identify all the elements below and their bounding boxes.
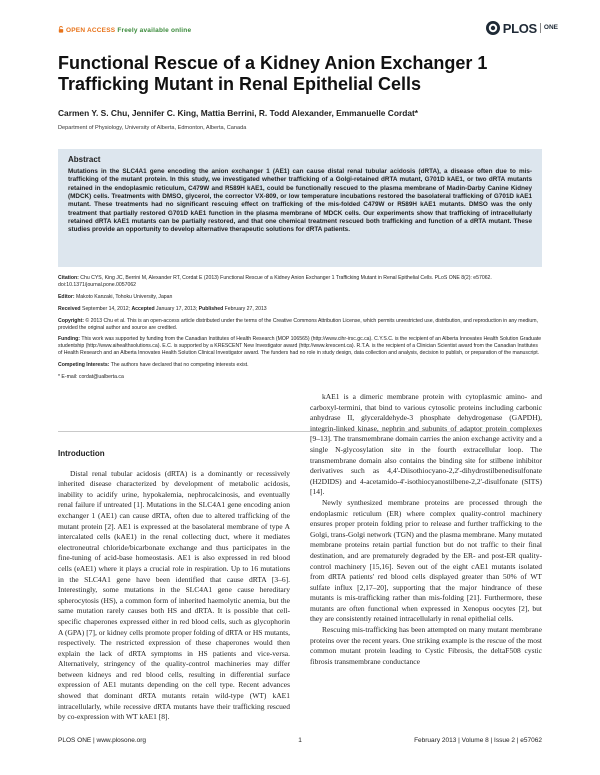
citation: Citation: Chu CYS, King JC, Berrini M, Alexander RT, Cordat E (2013) Functional Rescue of a Kidney Anion Exchanger 1 Trafficking Mutant in Renal Epithelial Cells. PLoS ONE 8(2): e57062. doi:10.1371/journal.pone.0057062 [58,275,492,288]
article-metadata [58,275,542,386]
abstract-text: Mutations in the SLC4A1 gene encoding the anion exchanger 1 (AE1) can cause distal renal tubular acidosis (dRTA), a disease often due to mis-trafficking of the mutant protein. In this study, we investigated whether trafficking of a Golgi-retained dRTA mutant, G701D kAE1, or two dRTA mutants retained in the endoplasmic reticulum, C479W and R589H kAE1, could be functionally rescued to the plasma membrane of Madin-Darby Canine Kidney (MDCK) cells. Treatments with DMSO, glycerol, the corrector VX-809, or low temperature incubations restored the basolateral trafficking of G701D kAE1 mutant. These treatments had no significant rescuing effect on trafficking of the mis-folded C479W or R589H kAE1 mutants. DMSO was the only treatment that partially restored G701D kAE1 function in the plasma membrane of MDCK cells. Our experiments show that trafficking of intracellularly retained dRTA kAE1 mutants can be partially restored, and that one chemical treatment rescued both trafficking and function of a dRTA mutant. These studies provide an opportunity to develop alternative therapeutic solutions for dRTA patients. [68,168,532,234]
journal-logo [485,20,558,36]
body-paragraph: kAE1 is a dimeric membrane protein with cytoplasmic amino- and carboxyl-termini, that bind to various cytosolic proteins including carbonic anhydrase II, glyceraldehyde-3 phosphate dehydrogenase (GAPDH), integrin-linked kinase, nephrin and subunits of adaptor protein complexes [9–13]. The transmembrane domain carries the anion exchange activity and a single N-glycosylation site in the fourth extracellular loop. The transmembrane domain also contains the binding site for stilbene inhibitor derivatives such as 4,4'-Diisothiocyano-2,2'-dihydrostilbenedisulfonate (H2DIDS) and 4-acetamido-4'-isothiocyanostilbene-2,2'-disulfonate (SITS) [14]. [310,392,542,497]
open-label: OPEN [66,27,86,34]
footer-journal: PLOS ONE | www.plosone.org [58,737,147,744]
corresponding-email: * E-mail: cordat@ualberta.ca [58,374,124,381]
page-number: 1 [298,737,302,744]
affiliation: Department of Physiology, University of Alberta, Edmonton, Alberta, Canada [58,125,247,131]
free-online-label: Freely available online [117,27,192,34]
body-column-right [310,392,542,667]
body-paragraph: Newly synthesized membrane proteins are processed through the endoplasmic reticulum (ER) where complex quality-control machinery ensures proper protein folding prior to release and further trafficking to the Golgi, trans-Golgi network (TGN) and the plasma membrane. Many mutated membrane proteins retain partial function but do not traffic to their final destination, and are prematurely degraded by the ER- and post-ER quality-control machinery [15,16]. Seven out of the eight cAE1 mutants isolated from dRTA patients' red blood cells displayed greater than 50% of WT sulfate influx [2,17–20], supporting that the major hindrance of these mutants is mis-trafficking rather than mis-folding [21]. Furthermore, these mutants are often functional when expressed in Xenopus oocytes [2], but they are consistently retained intracellularly in renal epithelial cells. [310,497,542,624]
access-label: ACCESS [87,27,116,34]
article-title: Functional Rescue of a Kidney Anion Exchanger 1 Trafficking Mutant in Renal Epithelial Cells [58,53,488,94]
journal-name: PLOS [502,20,537,36]
funding: Funding: This work was supported by funding from the Canadian Institutes of Health Research (MOP 106565) (http://www.cihr-irsc.gc.ca). C.Y.S.C. is the recipient of an Alberta Innovates Health Solution Graduate studentship (http://www.aihealthsolutions.ca). E.C. is supported by a KRESCENT New Investigator award (http://www.krescent.ca). R.T.A. is the recipient of a Clinician Scientist award from the Canadian Institutes of Health Research and an Alberta Innovates Health Solution Clinical Investigator award. The funders had no role in study design, data collection and analysis, decision to publish, or preparation of the manuscript. [58,336,542,357]
dates: Received September 14, 2012; Accepted January 17, 2013; Published February 27, 2013 [58,305,267,312]
abstract-heading: Abstract [68,155,101,164]
open-access-lock-icon [58,26,64,33]
body-paragraph: Rescuing mis-trafficking has been attempted on many mutant membrane proteins over the recent years. One striking example is the rescue of the most common mutant protein leading to Cystic Fibrosis, the deltaF508 cystic fibrosis transmembrane conductance [310,625,542,666]
footer-issue: February 2013 | Volume 8 | Issue 2 | e57062 [414,737,542,744]
introduction-heading: Introduction [58,449,105,458]
open-access-banner [58,26,191,34]
copyright: Copyright: © 2013 Chu et al. This is an open-access article distributed under the terms of the Creative Commons Attribution License, which permits unrestricted use, distribution, and reproduction in any medium, provided the original author and source are credited. [58,317,539,331]
plos-logo-icon [485,20,501,36]
body-paragraph: Distal renal tubular acidosis (dRTA) is a dominantly or recessively inherited disease characterized by development of metabolic acidosis, inability to acidify urine, hypokalemia, nephrocalcinosis, and eventually renal failure if untreated [1]. Mutations in the SLC4A1 gene encoding anion exchanger 1 (AE1) can cause dRTA, often due to altered trafficking of the mutant protein [2]. AE1 is expressed at the basolateral membrane of type A intercalated cells (kAE1) in the renal collecting duct, where it mediates electroneutral chloride/bicarbonate exchange and thus participates in the fine-tuning of acid-base homeostasis. AE1 is also expressed in red blood cells (eAE1) where it plays a crucial role in respiration. Up to 16 mutations in the SLC4A1 gene have been identified that cause dRTA [3–6]. Interestingly, some mutations in the SLC4A1 gene cause hereditary spherocytosis (HS), a common form of inherited haemolytic anemia, but the same mutation rarely causes both HS and dRTA. It is possible that cell-specific chaperones expressed either in red blood cells, such as glycophorin A (GPA) [7], or kidney cells promote proper folding of dRTA or HS mutants, respectively. The restricted expression of these chaperones would then explain the lack of dRTA symptoms in HS patients and vice-versa. Alternatively, stringency of the quality-control machineries may differ between kidneys and red blood cells, resulting in differential surface expression of AE1 mutants depending on the cell type. Recent advances showed that dominant dRTA mutants retain wild-type (WT) kAE1 intracellularly, while recessive dRTA mutants have their trafficking rescued by co-expression with WT kAE1 [8]. [58,468,290,722]
abstract-box [58,149,542,267]
body-column-left [58,449,290,723]
author-list: Carmen Y. S. Chu, Jennifer C. King, Mattia Berrini, R. Todd Alexander, Emmanuelle Cordat* [58,108,419,118]
competing-interests: Competing Interests: The authors have declared that no competing interests exist. [58,362,249,369]
journal-suffix: ONE [540,23,558,33]
editor: Editor: Makoto Kanzaki, Tohoku University, Japan [58,293,173,300]
